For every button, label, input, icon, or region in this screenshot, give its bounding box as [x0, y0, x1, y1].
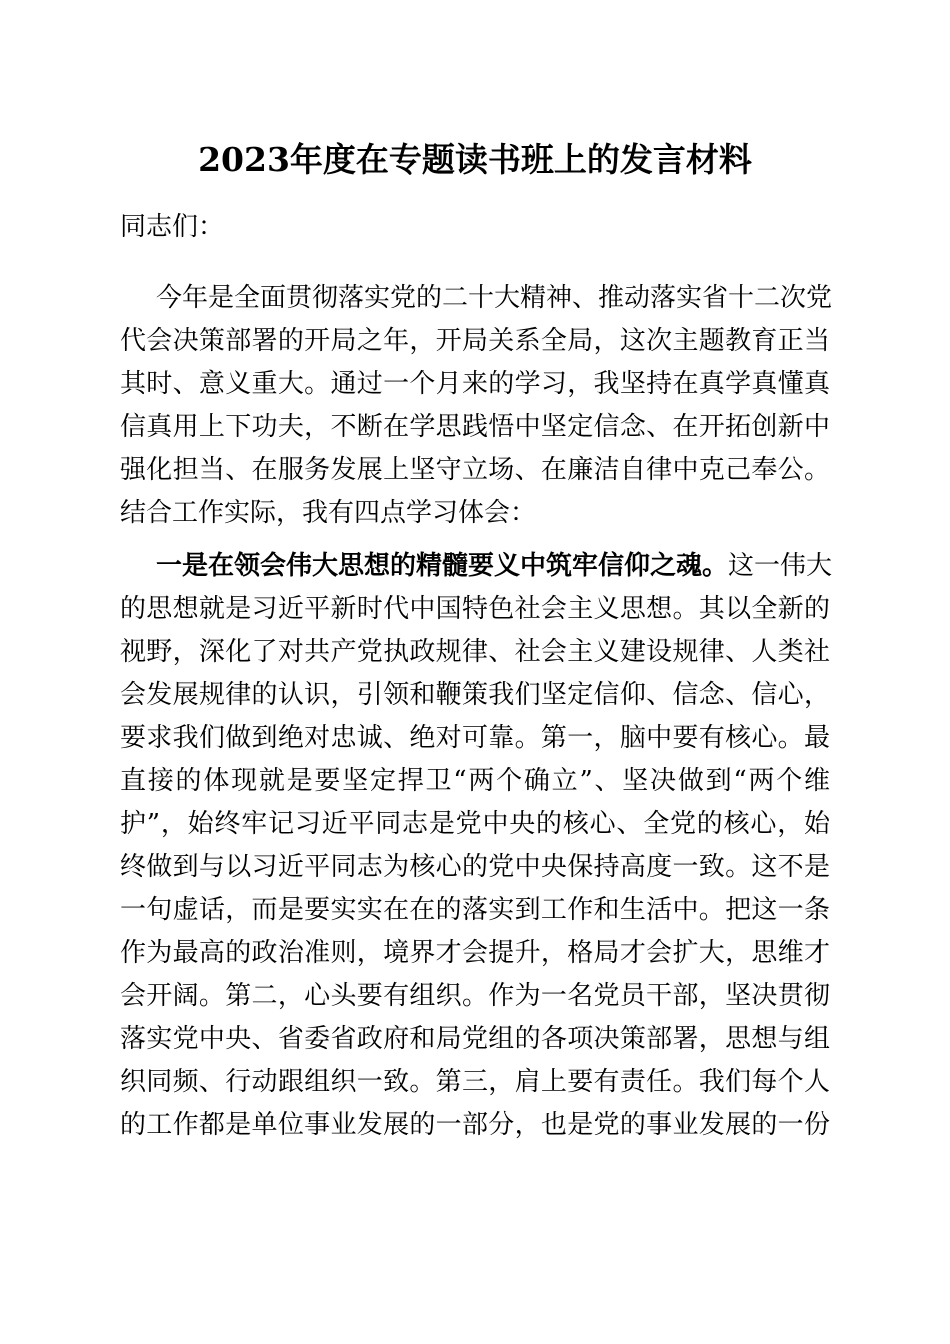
- body-line: 会发展规律的认识，引领和鞭策我们坚定信仰、信念、信心，: [120, 680, 830, 710]
- body-line: 要求我们做到绝对忠诚、绝对可靠。第一，脑中要有核心。最: [120, 723, 830, 753]
- body-line: 的思想就是习近平新时代中国特色社会主义思想。其以全新的: [120, 594, 830, 624]
- intro-line: 结合工作实际，我有四点学习体会：: [120, 498, 537, 528]
- intro-line: 代会决策部署的开局之年，开局关系全局，这次主题教育正当: [120, 326, 830, 356]
- point-one-first-line-rest: 这一伟大: [728, 551, 833, 581]
- body-line: 直接的体现就是要坚定捍卫“两个确立”、坚决做到“两个维: [120, 766, 830, 796]
- document-title: 2023年度在专题读书班上的发言材料: [198, 140, 752, 179]
- body-line: 作为最高的政治准则，境界才会提升，格局才会扩大，思维才: [120, 938, 830, 968]
- point-one-first-line: [156, 544, 833, 588]
- point-one-heading: 一是在领会伟大思想的精髓要义中筑牢信仰之魂。: [156, 551, 729, 581]
- body-line: 终做到与以习近平同志为核心的党中央保持高度一致。这不是: [120, 852, 830, 882]
- intro-line: 其时、意义重大。通过一个月来的学习，我坚持在真学真懂真: [120, 369, 830, 399]
- body-line: 会开阔。第二，心头要有组织。作为一名党员干部，坚决贯彻: [120, 981, 830, 1011]
- body-line: 一句虚话，而是要实实在在的落实到工作和生活中。把这一条: [120, 895, 830, 925]
- intro-line: 强化担当、在服务发展上坚守立场、在廉洁自律中克己奉公。: [120, 455, 830, 485]
- body-line: 落实党中央、省委省政府和局党组的各项决策部署，思想与组: [120, 1024, 830, 1054]
- intro-line: 信真用上下功夫，不断在学思践悟中坚定信念、在开拓创新中: [120, 412, 830, 442]
- body-line: 视野，深化了对共产党执政规律、社会主义建设规律、人类社: [120, 637, 830, 667]
- body-line: 织同频、行动跟组织一致。第三，肩上要有责任。我们每个人: [120, 1067, 830, 1097]
- body-line: 的工作都是单位事业发展的一部分，也是党的事业发展的一份: [120, 1110, 830, 1140]
- salutation: 同志们：: [120, 212, 225, 242]
- body-line: 护”，始终牢记习近平同志是党中央的核心、全党的核心，始: [120, 809, 830, 839]
- intro-line: 今年是全面贯彻落实党的二十大精神、推动落实省十二次党: [156, 283, 833, 313]
